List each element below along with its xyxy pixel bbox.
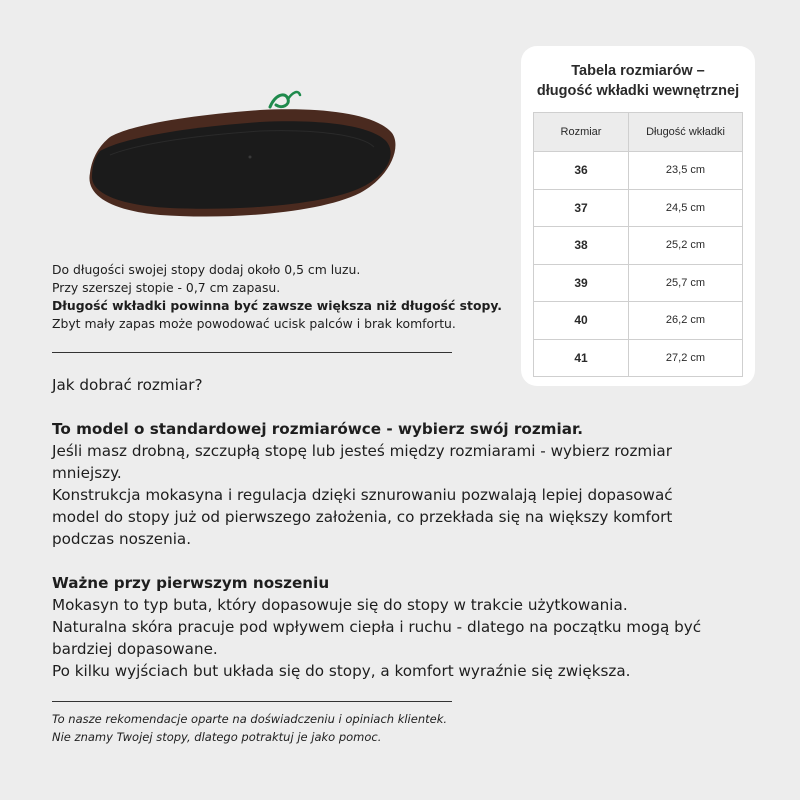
fit-note-4: Zbyt mały zapas może powodować ucisk palców i brak komfortu.: [52, 316, 456, 331]
size-table-title: Tabela rozmiarów –: [571, 63, 705, 79]
fit-note-2: Przy szerszej stopie - 0,7 cm zapasu.: [52, 280, 281, 295]
fit-note-1: Do długości swojej stopy dodaj około 0,5 cm luzu.: [52, 262, 361, 277]
size-cell: 36: [534, 152, 629, 190]
divider: [52, 352, 452, 353]
header-length: Długość wkładki: [629, 113, 743, 152]
length-cell: 25,7 cm: [629, 264, 743, 302]
section1-line: model do stopy już od pierwszego założenia, co przekłada się na większy komfort: [52, 508, 673, 526]
section2-line: Po kilku wyjściach but układa się do stopy, a komfort wyraźnie się zwiększa.: [52, 662, 631, 680]
table-row: [534, 227, 743, 265]
section1-line: Konstrukcja mokasyna i regulacja dzięki sznurowaniu pozwalają lepiej dopasować: [52, 486, 673, 504]
divider: [52, 701, 452, 702]
table-row: [534, 264, 743, 302]
size-cell: 37: [534, 189, 629, 227]
fit-note-3: Długość wkładki powinna być zawsze większa niż długość stopy.: [52, 298, 502, 313]
length-cell: 27,2 cm: [629, 339, 743, 377]
length-cell: 23,5 cm: [629, 152, 743, 190]
size-cell: 41: [534, 339, 629, 377]
section2-line: Naturalna skóra pracuje pod wpływem ciepła i ruchu - dlatego na początku mogą być: [52, 618, 702, 636]
length-cell: 24,5 cm: [629, 189, 743, 227]
shoe-sole-photo: [70, 85, 415, 220]
footnote-line-2: Nie znamy Twojej stopy, dlatego potraktuj je jako pomoc.: [52, 730, 382, 744]
section2-heading: Ważne przy pierwszym noszeniu: [52, 574, 330, 592]
size-cell: 38: [534, 227, 629, 265]
table-row: [534, 302, 743, 340]
length-cell: 25,2 cm: [629, 227, 743, 265]
footnote-line-1: To nasze rekomendacje oparte na doświadczeniu i opiniach klientek.: [52, 712, 448, 726]
size-table-header-row: [534, 113, 743, 152]
section1-line: Jeśli masz drobną, szczupłą stopę lub jesteś między rozmiarami - wybierz rozmiar: [52, 442, 672, 460]
section1-line: podczas noszenia.: [52, 530, 192, 548]
size-cell: 40: [534, 302, 629, 340]
section1-line: mniejszy.: [52, 464, 122, 482]
size-table-subtitle: długość wkładki wewnętrznej: [536, 83, 740, 99]
table-row: [534, 339, 743, 377]
header-size: Rozmiar: [534, 113, 629, 152]
size-cell: 39: [534, 264, 629, 302]
size-table: [533, 112, 743, 377]
section1-heading: To model o standardowej rozmiarówce - wybierz swój rozmiar.: [52, 420, 584, 438]
question-heading: Jak dobrać rozmiar?: [52, 376, 203, 394]
section2-line: bardziej dopasowane.: [52, 640, 218, 658]
length-cell: 26,2 cm: [629, 302, 743, 340]
table-row: [534, 152, 743, 190]
table-row: [534, 189, 743, 227]
section2-line: Mokasyn to typ buta, który dopasowuje się do stopy w trakcie użytkowania.: [52, 596, 628, 614]
size-table-card: [521, 46, 755, 386]
